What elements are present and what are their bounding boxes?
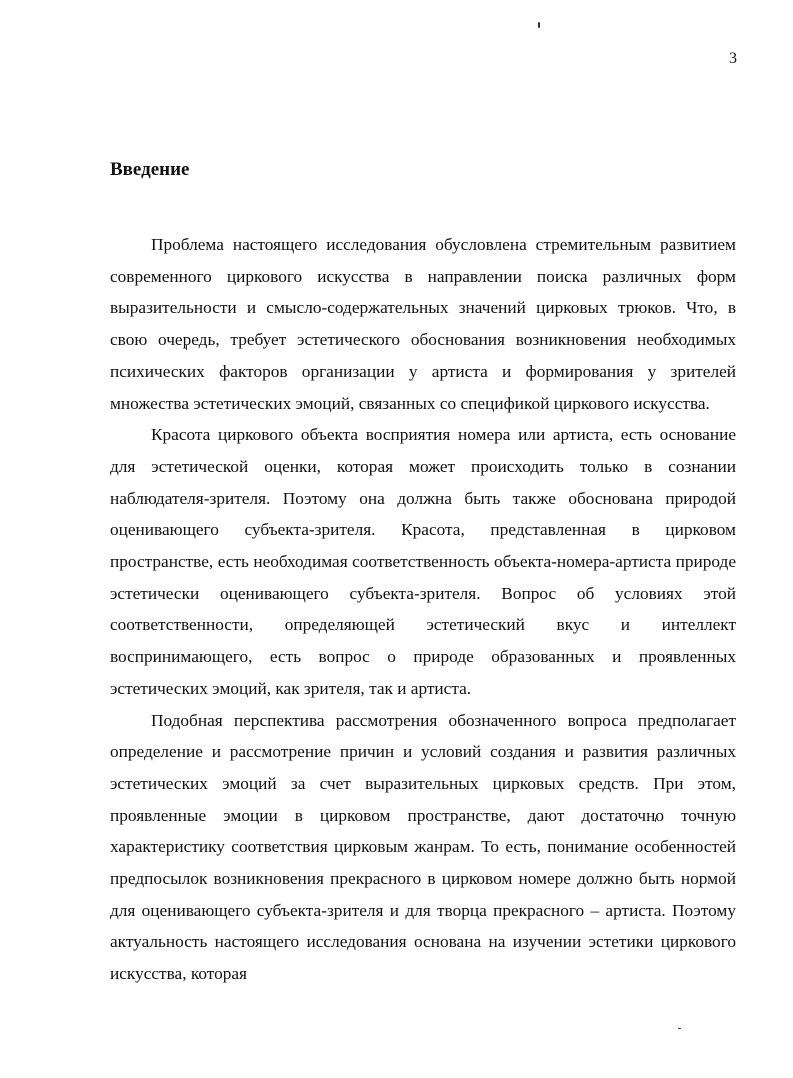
section-heading: Введение <box>110 159 190 180</box>
page-number: 3 <box>729 50 737 67</box>
body-text <box>110 229 736 990</box>
scan-speck <box>678 1028 681 1029</box>
paragraph-2: Красота циркового объекта восприятия номера или артиста, есть основание для эстетической оценки, которая может происходить только в сознании наблюдателя-зрителя. Поэтому она должна быть также обоснована природой оценивающего субъекта-зрителя. Красота, представленная в цирковом пространстве, есть необходимая соответственность объекта-номера-артиста природе эстетически оценивающего субъекта-зрителя. Вопрос об условиях этой соответственности, определяющей эстетический вкус и интеллект воспринимающего, есть вопрос о природе образованных и проявленных эстетических эмоций, как зрителя, так и артиста. <box>110 425 736 698</box>
paragraph-3: Подобная перспектива рассмотрения обозначенного вопроса предполагает определение и рассмотрение причин и условий создания и развития различных эстетических эмоций за счет выразительных цирковых средств. При этом, проявленные эмоции в цирковом пространстве, дают достаточно точную характеристику соответствия цирковым жанрам. То есть, понимание особенностей предпосылок возникновения прекрасного в цирковом номере должно быть нормой для оценивающего субъекта-зрителя и для творца прекрасного – артиста. Поэтому актуальность настоящего исследования основана на изучении эстетики циркового искусства, которая <box>110 710 736 984</box>
scan-speck <box>538 22 540 28</box>
paragraph-1: Проблема настоящего исследования обусловлена стремительным развитием современного циркового искусства в направлении поиска различных форм выразительности и смысло-содержательных значений цирковых трюков. Что, в свою очередь, требует эстетического обоснования возникновения необходимых психических факторов организации у артиста и формирования у зрителей множества эстетических эмоций, связанных со спецификой циркового искусства. <box>110 235 736 413</box>
